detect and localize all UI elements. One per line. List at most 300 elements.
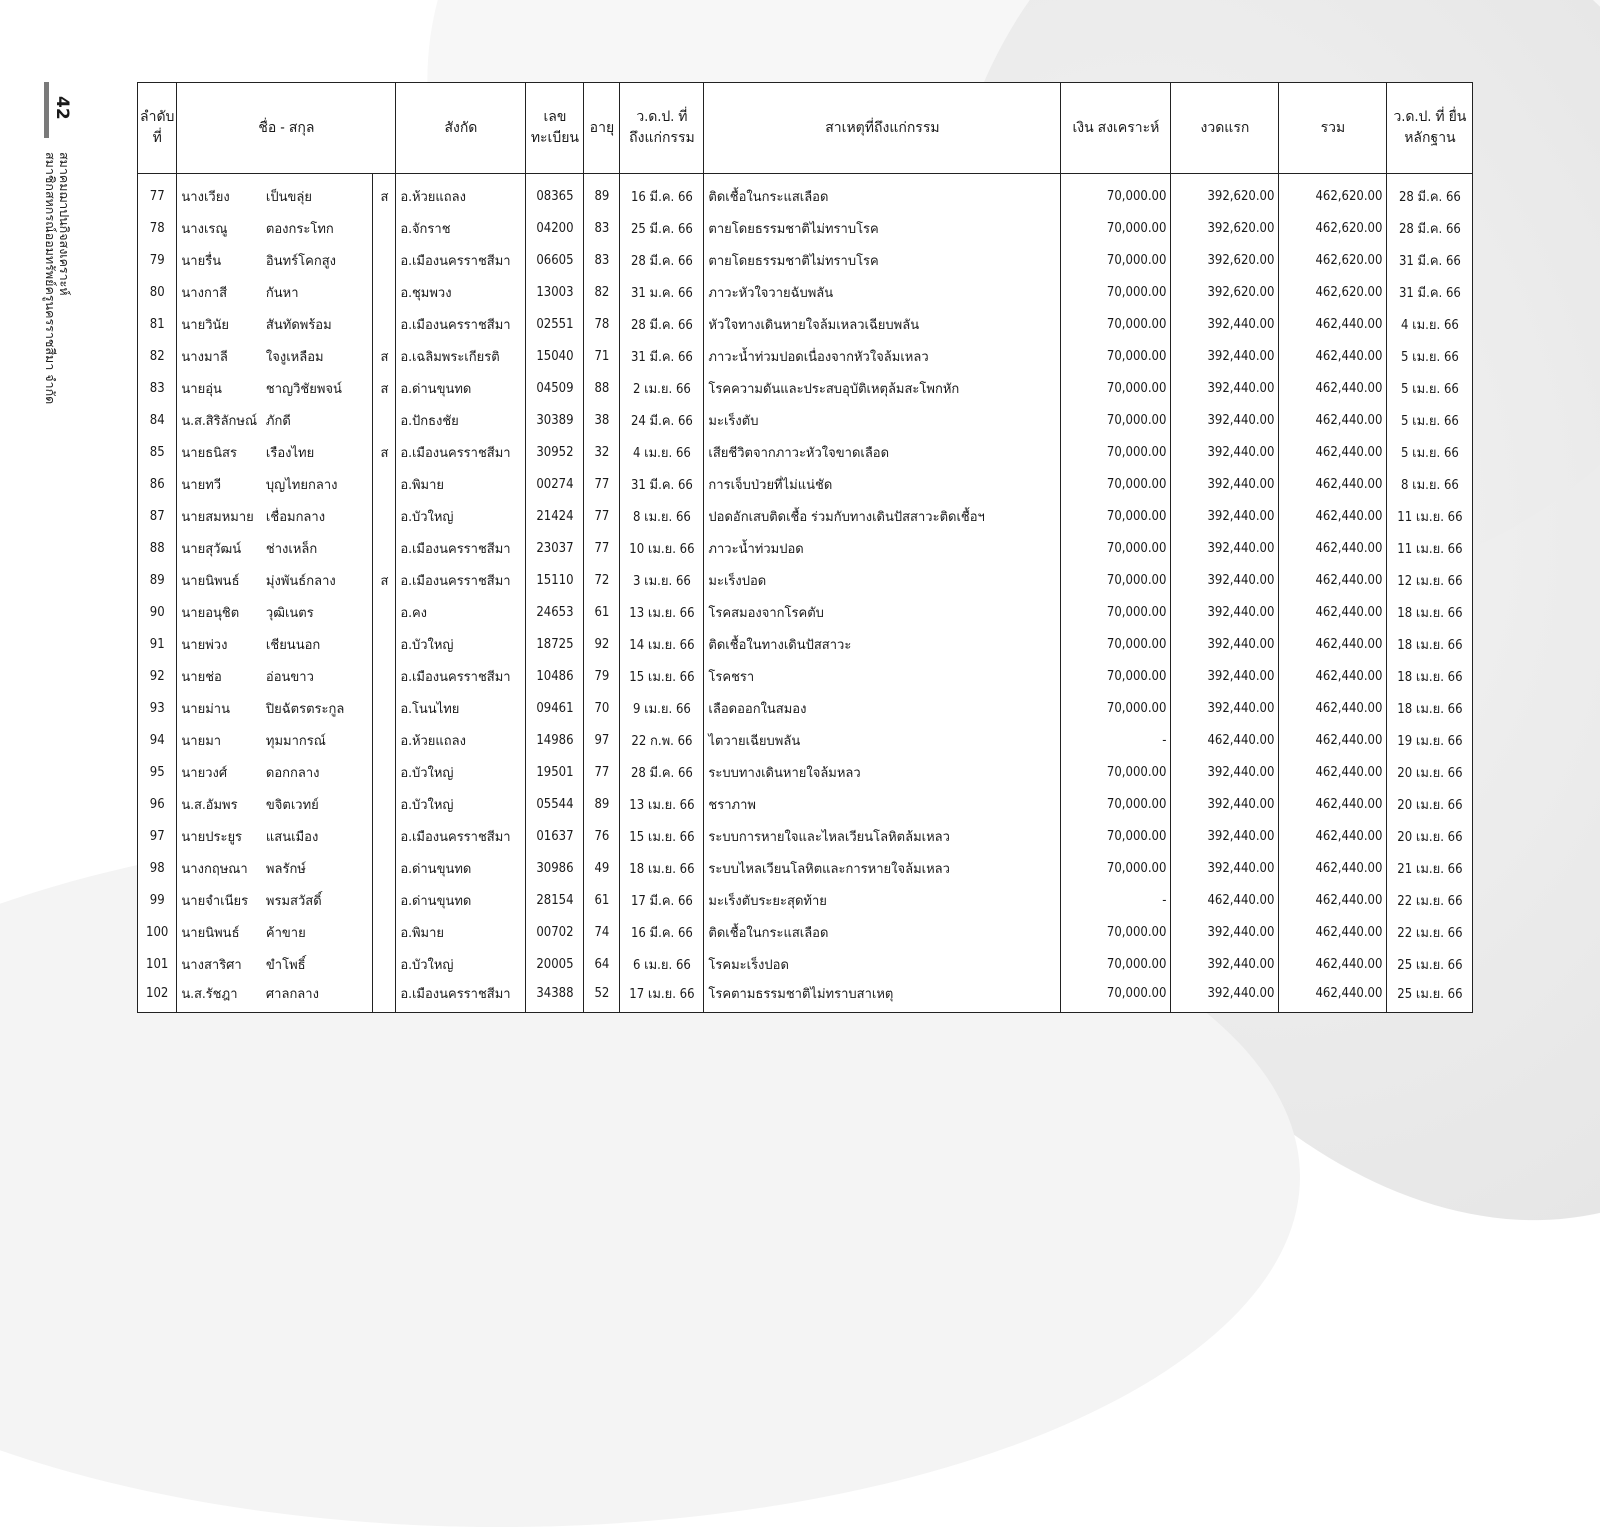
cell-evidence-date: 5 เม.ย. 66 <box>1387 340 1473 372</box>
cell-evidence-date: 28 มี.ค. 66 <box>1387 212 1473 244</box>
cell-evidence-date: 20 เม.ย. 66 <box>1387 756 1473 788</box>
table-header-row <box>138 83 1473 174</box>
cell-first-name: นางสาริศา <box>177 948 264 980</box>
table-row <box>138 660 1473 692</box>
cell-total: 462,440.00 <box>1279 724 1387 756</box>
cell-reg-no: 01637 <box>526 820 584 852</box>
cell-first-installment: 392,440.00 <box>1171 692 1279 724</box>
cell-cause: ภาวะหัวใจวายฉับพลัน <box>704 276 1061 308</box>
cell-death-date: 10 เม.ย. 66 <box>620 532 704 564</box>
cell-welfare: 70,000.00 <box>1061 404 1171 436</box>
cell-total: 462,440.00 <box>1279 532 1387 564</box>
table-row <box>138 596 1473 628</box>
cell-order: 86 <box>138 468 177 500</box>
cell-welfare: 70,000.00 <box>1061 436 1171 468</box>
table-row <box>138 372 1473 404</box>
cell-surname: ช่างเหล็ก <box>264 532 373 564</box>
cell-reg-no: 04200 <box>526 212 584 244</box>
cell-order: 94 <box>138 724 177 756</box>
cell-order: 83 <box>138 372 177 404</box>
cell-cause: ชราภาพ <box>704 788 1061 820</box>
cell-first-installment: 392,440.00 <box>1171 788 1279 820</box>
cell-first-name: นางกฤษณา <box>177 852 264 884</box>
cell-first-name: นายสมหมาย <box>177 500 264 532</box>
cell-affiliation: อ.บัวใหญ่ <box>396 756 526 788</box>
page-marker-bar <box>44 82 49 138</box>
cell-cause: ระบบทางเดินหายใจล้มหลว <box>704 756 1061 788</box>
cell-first-installment: 392,620.00 <box>1171 244 1279 276</box>
table-row <box>138 340 1473 372</box>
cell-cause: โรคมะเร็งปอด <box>704 948 1061 980</box>
cell-welfare: 70,000.00 <box>1061 980 1171 1006</box>
cell-first-name: นายอนุชิต <box>177 596 264 628</box>
cell-affiliation: อ.ด่านขุนทด <box>396 884 526 916</box>
cell-mark: ส <box>373 372 396 404</box>
cell-total: 462,440.00 <box>1279 340 1387 372</box>
cell-welfare: 70,000.00 <box>1061 564 1171 596</box>
cell-first-name: น.ส.อัมพร <box>177 788 264 820</box>
cell-welfare: 70,000.00 <box>1061 756 1171 788</box>
table-row <box>138 788 1473 820</box>
cell-welfare: 70,000.00 <box>1061 500 1171 532</box>
cell-order: 95 <box>138 756 177 788</box>
cell-mark <box>373 852 396 884</box>
table-row <box>138 980 1473 1006</box>
cell-mark <box>373 692 396 724</box>
cell-surname: วุฒิเนตร <box>264 596 373 628</box>
cell-mark <box>373 724 396 756</box>
cell-welfare: 70,000.00 <box>1061 180 1171 212</box>
cell-order: 89 <box>138 564 177 596</box>
cell-cause: โรคตามธรรมชาติไม่ทราบสาเหตุ <box>704 980 1061 1006</box>
cell-death-date: 24 มี.ค. 66 <box>620 404 704 436</box>
cell-welfare: 70,000.00 <box>1061 692 1171 724</box>
cell-affiliation: อ.คง <box>396 596 526 628</box>
cell-death-date: 15 เม.ย. 66 <box>620 820 704 852</box>
cell-age: 97 <box>584 724 620 756</box>
cell-evidence-date: 18 เม.ย. 66 <box>1387 660 1473 692</box>
table-row <box>138 180 1473 212</box>
cell-evidence-date: 18 เม.ย. 66 <box>1387 596 1473 628</box>
cell-mark <box>373 788 396 820</box>
header-welfare: เงิน สงเคราะห์ <box>1061 83 1171 174</box>
header-order: ลำดับ ที่ <box>138 83 177 174</box>
cell-evidence-date: 22 เม.ย. 66 <box>1387 916 1473 948</box>
header-reg-no: เลข ทะเบียน <box>526 83 584 174</box>
cell-age: 74 <box>584 916 620 948</box>
cell-mark: ส <box>373 180 396 212</box>
cell-reg-no: 30986 <box>526 852 584 884</box>
cell-order: 80 <box>138 276 177 308</box>
cell-welfare: - <box>1061 884 1171 916</box>
cell-mark <box>373 244 396 276</box>
cell-order: 84 <box>138 404 177 436</box>
cell-cause: การเจ็บป่วยที่ไม่แน่ชัด <box>704 468 1061 500</box>
cell-mark <box>373 820 396 852</box>
cell-surname: ทุมมากรณ์ <box>264 724 373 756</box>
cell-affiliation: อ.เมืองนครราชสีมา <box>396 532 526 564</box>
cell-age: 70 <box>584 692 620 724</box>
cell-death-date: 28 มี.ค. 66 <box>620 756 704 788</box>
cell-welfare: 70,000.00 <box>1061 596 1171 628</box>
cell-first-installment: 392,440.00 <box>1171 532 1279 564</box>
cell-age: 64 <box>584 948 620 980</box>
cell-surname: เชียนนอก <box>264 628 373 660</box>
cell-cause: หัวใจทางเดินหายใจล้มเหลวเฉียบพลัน <box>704 308 1061 340</box>
cell-affiliation: อ.พิมาย <box>396 468 526 500</box>
cell-age: 61 <box>584 884 620 916</box>
cell-first-installment: 392,440.00 <box>1171 916 1279 948</box>
cell-evidence-date: 4 เม.ย. 66 <box>1387 308 1473 340</box>
cell-reg-no: 28154 <box>526 884 584 916</box>
table-row <box>138 948 1473 980</box>
cell-death-date: 6 เม.ย. 66 <box>620 948 704 980</box>
cell-order: 87 <box>138 500 177 532</box>
cell-affiliation: อ.เมืองนครราชสีมา <box>396 980 526 1006</box>
cell-first-installment: 392,440.00 <box>1171 404 1279 436</box>
cell-total: 462,440.00 <box>1279 948 1387 980</box>
cell-welfare: 70,000.00 <box>1061 532 1171 564</box>
cell-surname: กันหา <box>264 276 373 308</box>
cell-welfare: 70,000.00 <box>1061 468 1171 500</box>
cell-first-name: นางเรณู <box>177 212 264 244</box>
cell-reg-no: 30952 <box>526 436 584 468</box>
table-row <box>138 692 1473 724</box>
cell-surname: สันทัดพร้อม <box>264 308 373 340</box>
table-row <box>138 468 1473 500</box>
cell-welfare: 70,000.00 <box>1061 212 1171 244</box>
cell-death-date: 15 เม.ย. 66 <box>620 660 704 692</box>
cell-reg-no: 24653 <box>526 596 584 628</box>
cell-reg-no: 04509 <box>526 372 584 404</box>
cell-evidence-date: 28 มี.ค. 66 <box>1387 180 1473 212</box>
cell-surname: ค้าขาย <box>264 916 373 948</box>
cell-cause: มะเร็งตับ <box>704 404 1061 436</box>
cell-affiliation: อ.บัวใหญ่ <box>396 500 526 532</box>
header-affiliation: สังกัด <box>396 83 526 174</box>
cell-welfare: 70,000.00 <box>1061 340 1171 372</box>
cell-mark <box>373 532 396 564</box>
cell-reg-no: 23037 <box>526 532 584 564</box>
cell-order: 81 <box>138 308 177 340</box>
cell-surname: เชื่อมกลาง <box>264 500 373 532</box>
cell-age: 72 <box>584 564 620 596</box>
cell-first-installment: 392,440.00 <box>1171 564 1279 596</box>
cell-reg-no: 13003 <box>526 276 584 308</box>
cell-order: 78 <box>138 212 177 244</box>
cell-mark: ส <box>373 436 396 468</box>
table-row <box>138 276 1473 308</box>
cell-affiliation: อ.ปักธงชัย <box>396 404 526 436</box>
cell-reg-no: 14986 <box>526 724 584 756</box>
cell-surname: ปิยฉัตรตระกูล <box>264 692 373 724</box>
cell-total: 462,440.00 <box>1279 372 1387 404</box>
cell-cause: โรคชรา <box>704 660 1061 692</box>
cell-death-date: 2 เม.ย. 66 <box>620 372 704 404</box>
cell-age: 49 <box>584 852 620 884</box>
cell-reg-no: 20005 <box>526 948 584 980</box>
cell-death-date: 17 เม.ย. 66 <box>620 980 704 1006</box>
cell-cause: เสียชีวิตจากภาวะหัวใจขาดเลือด <box>704 436 1061 468</box>
cell-first-name: นายม่าน <box>177 692 264 724</box>
cell-order: 92 <box>138 660 177 692</box>
cell-reg-no: 06605 <box>526 244 584 276</box>
cell-first-installment: 462,440.00 <box>1171 724 1279 756</box>
cell-death-date: 9 เม.ย. 66 <box>620 692 704 724</box>
cell-order: 96 <box>138 788 177 820</box>
cell-first-name: นางกาสี <box>177 276 264 308</box>
cell-evidence-date: 18 เม.ย. 66 <box>1387 692 1473 724</box>
cell-surname: ขำโพธิ์ <box>264 948 373 980</box>
cell-age: 82 <box>584 276 620 308</box>
cell-death-date: 13 เม.ย. 66 <box>620 596 704 628</box>
cell-death-date: 3 เม.ย. 66 <box>620 564 704 596</box>
cell-age: 71 <box>584 340 620 372</box>
cell-first-name: นายสุวัฒน์ <box>177 532 264 564</box>
cell-cause: ระบบไหลเวียนโลหิตและการหายใจล้มเหลว <box>704 852 1061 884</box>
table-row <box>138 244 1473 276</box>
cell-age: 83 <box>584 212 620 244</box>
cell-total: 462,620.00 <box>1279 212 1387 244</box>
cell-mark <box>373 468 396 500</box>
cell-mark <box>373 948 396 980</box>
cell-order: 98 <box>138 852 177 884</box>
cell-surname: อินทร์โคกสูง <box>264 244 373 276</box>
cell-total: 462,440.00 <box>1279 596 1387 628</box>
cell-age: 52 <box>584 980 620 1006</box>
cell-first-installment: 392,620.00 <box>1171 276 1279 308</box>
cell-surname: พรมสวัสดิ์ <box>264 884 373 916</box>
cell-surname: ตองกระโทก <box>264 212 373 244</box>
death-welfare-table <box>137 82 1473 1013</box>
cell-evidence-date: 11 เม.ย. 66 <box>1387 532 1473 564</box>
cell-surname: มุ่งพันธ์กลาง <box>264 564 373 596</box>
cell-surname: ดอกกลาง <box>264 756 373 788</box>
cell-surname: ขจิตเวทย์ <box>264 788 373 820</box>
cell-total: 462,440.00 <box>1279 308 1387 340</box>
cell-affiliation: อ.ด่านขุนทด <box>396 852 526 884</box>
cell-reg-no: 00702 <box>526 916 584 948</box>
cell-first-installment: 392,440.00 <box>1171 980 1279 1006</box>
header-death-date: ว.ด.ป. ที่ ถึงแก่กรรม <box>620 83 704 174</box>
table-row <box>138 756 1473 788</box>
cell-order: 85 <box>138 436 177 468</box>
cell-evidence-date: 21 เม.ย. 66 <box>1387 852 1473 884</box>
cell-death-date: 13 เม.ย. 66 <box>620 788 704 820</box>
cell-welfare: 70,000.00 <box>1061 628 1171 660</box>
cell-total: 462,440.00 <box>1279 404 1387 436</box>
cell-cause: มะเร็งปอด <box>704 564 1061 596</box>
cell-total: 462,440.00 <box>1279 692 1387 724</box>
cell-evidence-date: 20 เม.ย. 66 <box>1387 820 1473 852</box>
cell-first-name: นางมาลี <box>177 340 264 372</box>
cell-surname: ภักดี <box>264 404 373 436</box>
cell-affiliation: อ.บัวใหญ่ <box>396 628 526 660</box>
cell-order: 90 <box>138 596 177 628</box>
cell-surname: อ่อนขาว <box>264 660 373 692</box>
cell-first-installment: 462,440.00 <box>1171 884 1279 916</box>
cell-welfare: 70,000.00 <box>1061 788 1171 820</box>
cell-first-installment: 392,620.00 <box>1171 212 1279 244</box>
table-row <box>138 916 1473 948</box>
table-row <box>138 852 1473 884</box>
cell-evidence-date: 11 เม.ย. 66 <box>1387 500 1473 532</box>
cell-death-date: 17 มี.ค. 66 <box>620 884 704 916</box>
cell-total: 462,440.00 <box>1279 500 1387 532</box>
cell-evidence-date: 22 เม.ย. 66 <box>1387 884 1473 916</box>
cell-surname: แสนเมือง <box>264 820 373 852</box>
table-row <box>138 564 1473 596</box>
cell-order: 97 <box>138 820 177 852</box>
cell-affiliation: อ.บัวใหญ่ <box>396 948 526 980</box>
cell-evidence-date: 20 เม.ย. 66 <box>1387 788 1473 820</box>
cell-mark <box>373 404 396 436</box>
cell-death-date: 4 เม.ย. 66 <box>620 436 704 468</box>
cell-welfare: 70,000.00 <box>1061 820 1171 852</box>
cell-age: 89 <box>584 788 620 820</box>
cell-death-date: 16 มี.ค. 66 <box>620 180 704 212</box>
cell-mark <box>373 756 396 788</box>
cell-first-name: นายช่อ <box>177 660 264 692</box>
cell-age: 77 <box>584 532 620 564</box>
cell-age: 77 <box>584 756 620 788</box>
cell-first-installment: 392,440.00 <box>1171 756 1279 788</box>
cell-cause: มะเร็งตับระยะสุดท้าย <box>704 884 1061 916</box>
cell-first-name: นายวินัย <box>177 308 264 340</box>
cell-reg-no: 15110 <box>526 564 584 596</box>
cell-order: 91 <box>138 628 177 660</box>
cell-welfare: 70,000.00 <box>1061 948 1171 980</box>
cell-death-date: 16 มี.ค. 66 <box>620 916 704 948</box>
cell-mark <box>373 500 396 532</box>
cell-first-name: นายนิพนธ์ <box>177 916 264 948</box>
cell-cause: ติดเชื้อในกระแสเลือด <box>704 916 1061 948</box>
cell-affiliation: อ.ด่านขุนทด <box>396 372 526 404</box>
cell-order: 93 <box>138 692 177 724</box>
cell-reg-no: 02551 <box>526 308 584 340</box>
cell-first-name: นายพ่วง <box>177 628 264 660</box>
cell-total: 462,440.00 <box>1279 884 1387 916</box>
cell-cause: ตายโดยธรรมชาติไม่ทราบโรค <box>704 244 1061 276</box>
cell-reg-no: 21424 <box>526 500 584 532</box>
cell-first-installment: 392,440.00 <box>1171 340 1279 372</box>
table-row <box>138 532 1473 564</box>
cell-death-date: 25 มี.ค. 66 <box>620 212 704 244</box>
cell-first-name: นายจำเนียร <box>177 884 264 916</box>
cell-mark <box>373 276 396 308</box>
cell-reg-no: 18725 <box>526 628 584 660</box>
cell-evidence-date: 18 เม.ย. 66 <box>1387 628 1473 660</box>
cell-affiliation: อ.เมืองนครราชสีมา <box>396 244 526 276</box>
cell-order: 100 <box>138 916 177 948</box>
cell-surname: ชาญวิชัยพจน์ <box>264 372 373 404</box>
cell-first-installment: 392,440.00 <box>1171 436 1279 468</box>
cell-evidence-date: 8 เม.ย. 66 <box>1387 468 1473 500</box>
cell-welfare: 70,000.00 <box>1061 308 1171 340</box>
cell-first-installment: 392,440.00 <box>1171 500 1279 532</box>
cell-order: 82 <box>138 340 177 372</box>
table-row <box>138 628 1473 660</box>
cell-age: 92 <box>584 628 620 660</box>
cell-cause: ภาวะน้ำท่วมปอดเนื่องจากหัวใจล้มเหลว <box>704 340 1061 372</box>
cell-affiliation: อ.เมืองนครราชสีมา <box>396 308 526 340</box>
cell-age: 38 <box>584 404 620 436</box>
cell-first-installment: 392,440.00 <box>1171 852 1279 884</box>
cell-welfare: - <box>1061 724 1171 756</box>
cell-first-installment: 392,440.00 <box>1171 308 1279 340</box>
cell-total: 462,620.00 <box>1279 180 1387 212</box>
cell-evidence-date: 19 เม.ย. 66 <box>1387 724 1473 756</box>
cell-total: 462,440.00 <box>1279 436 1387 468</box>
table-row <box>138 308 1473 340</box>
cell-welfare: 70,000.00 <box>1061 372 1171 404</box>
cell-first-installment: 392,440.00 <box>1171 948 1279 980</box>
cell-affiliation: อ.เฉลิมพระเกียรติ <box>396 340 526 372</box>
cell-evidence-date: 25 เม.ย. 66 <box>1387 948 1473 980</box>
cell-surname: พลรักษ์ <box>264 852 373 884</box>
cell-mark <box>373 884 396 916</box>
cell-cause: ระบบการหายใจและไหลเวียนโลหิตล้มเหลว <box>704 820 1061 852</box>
cell-cause: ปอดอักเสบติดเชื้อ ร่วมกับทางเดินปัสสาวะติดเชื้อฯ <box>704 500 1061 532</box>
cell-reg-no: 09461 <box>526 692 584 724</box>
cell-affiliation: อ.เมืองนครราชสีมา <box>396 436 526 468</box>
page-number: 42 <box>52 96 72 120</box>
header-total: รวม <box>1279 83 1387 174</box>
cell-first-installment: 392,440.00 <box>1171 596 1279 628</box>
cell-surname: ใจงูเหลือม <box>264 340 373 372</box>
cell-cause: ไตวายเฉียบพลัน <box>704 724 1061 756</box>
cell-death-date: 8 เม.ย. 66 <box>620 500 704 532</box>
cell-order: 88 <box>138 532 177 564</box>
cell-order: 102 <box>138 980 177 1006</box>
cell-total: 462,620.00 <box>1279 244 1387 276</box>
cell-cause: เลือดออกในสมอง <box>704 692 1061 724</box>
cell-cause: โรคความดันและประสบอุบัติเหตุล้มสะโพกหัก <box>704 372 1061 404</box>
table-spacer-row <box>138 1006 1473 1013</box>
cell-evidence-date: 5 เม.ย. 66 <box>1387 404 1473 436</box>
cell-first-name: น.ส.รัชฎา <box>177 980 264 1006</box>
cell-age: 83 <box>584 244 620 276</box>
cell-death-date: 31 มี.ค. 66 <box>620 340 704 372</box>
cell-total: 462,440.00 <box>1279 788 1387 820</box>
cell-total: 462,440.00 <box>1279 916 1387 948</box>
cell-welfare: 70,000.00 <box>1061 852 1171 884</box>
cell-age: 78 <box>584 308 620 340</box>
cell-total: 462,440.00 <box>1279 468 1387 500</box>
cell-first-name: นายประยูร <box>177 820 264 852</box>
cell-welfare: 70,000.00 <box>1061 276 1171 308</box>
cell-reg-no: 05544 <box>526 788 584 820</box>
cell-death-date: 31 ม.ค. 66 <box>620 276 704 308</box>
cell-mark <box>373 212 396 244</box>
cell-surname: เรืองไทย <box>264 436 373 468</box>
cell-affiliation: อ.ห้วยแถลง <box>396 180 526 212</box>
cell-mark <box>373 308 396 340</box>
table-row <box>138 724 1473 756</box>
cell-mark <box>373 660 396 692</box>
cell-first-name: นายมา <box>177 724 264 756</box>
cell-death-date: 28 มี.ค. 66 <box>620 244 704 276</box>
cell-evidence-date: 31 มี.ค. 66 <box>1387 244 1473 276</box>
cell-age: 32 <box>584 436 620 468</box>
cell-age: 89 <box>584 180 620 212</box>
cell-welfare: 70,000.00 <box>1061 244 1171 276</box>
cell-age: 79 <box>584 660 620 692</box>
cell-first-name: นายอุ่น <box>177 372 264 404</box>
cell-affiliation: อ.พิมาย <box>396 916 526 948</box>
cell-welfare: 70,000.00 <box>1061 660 1171 692</box>
cell-reg-no: 30389 <box>526 404 584 436</box>
